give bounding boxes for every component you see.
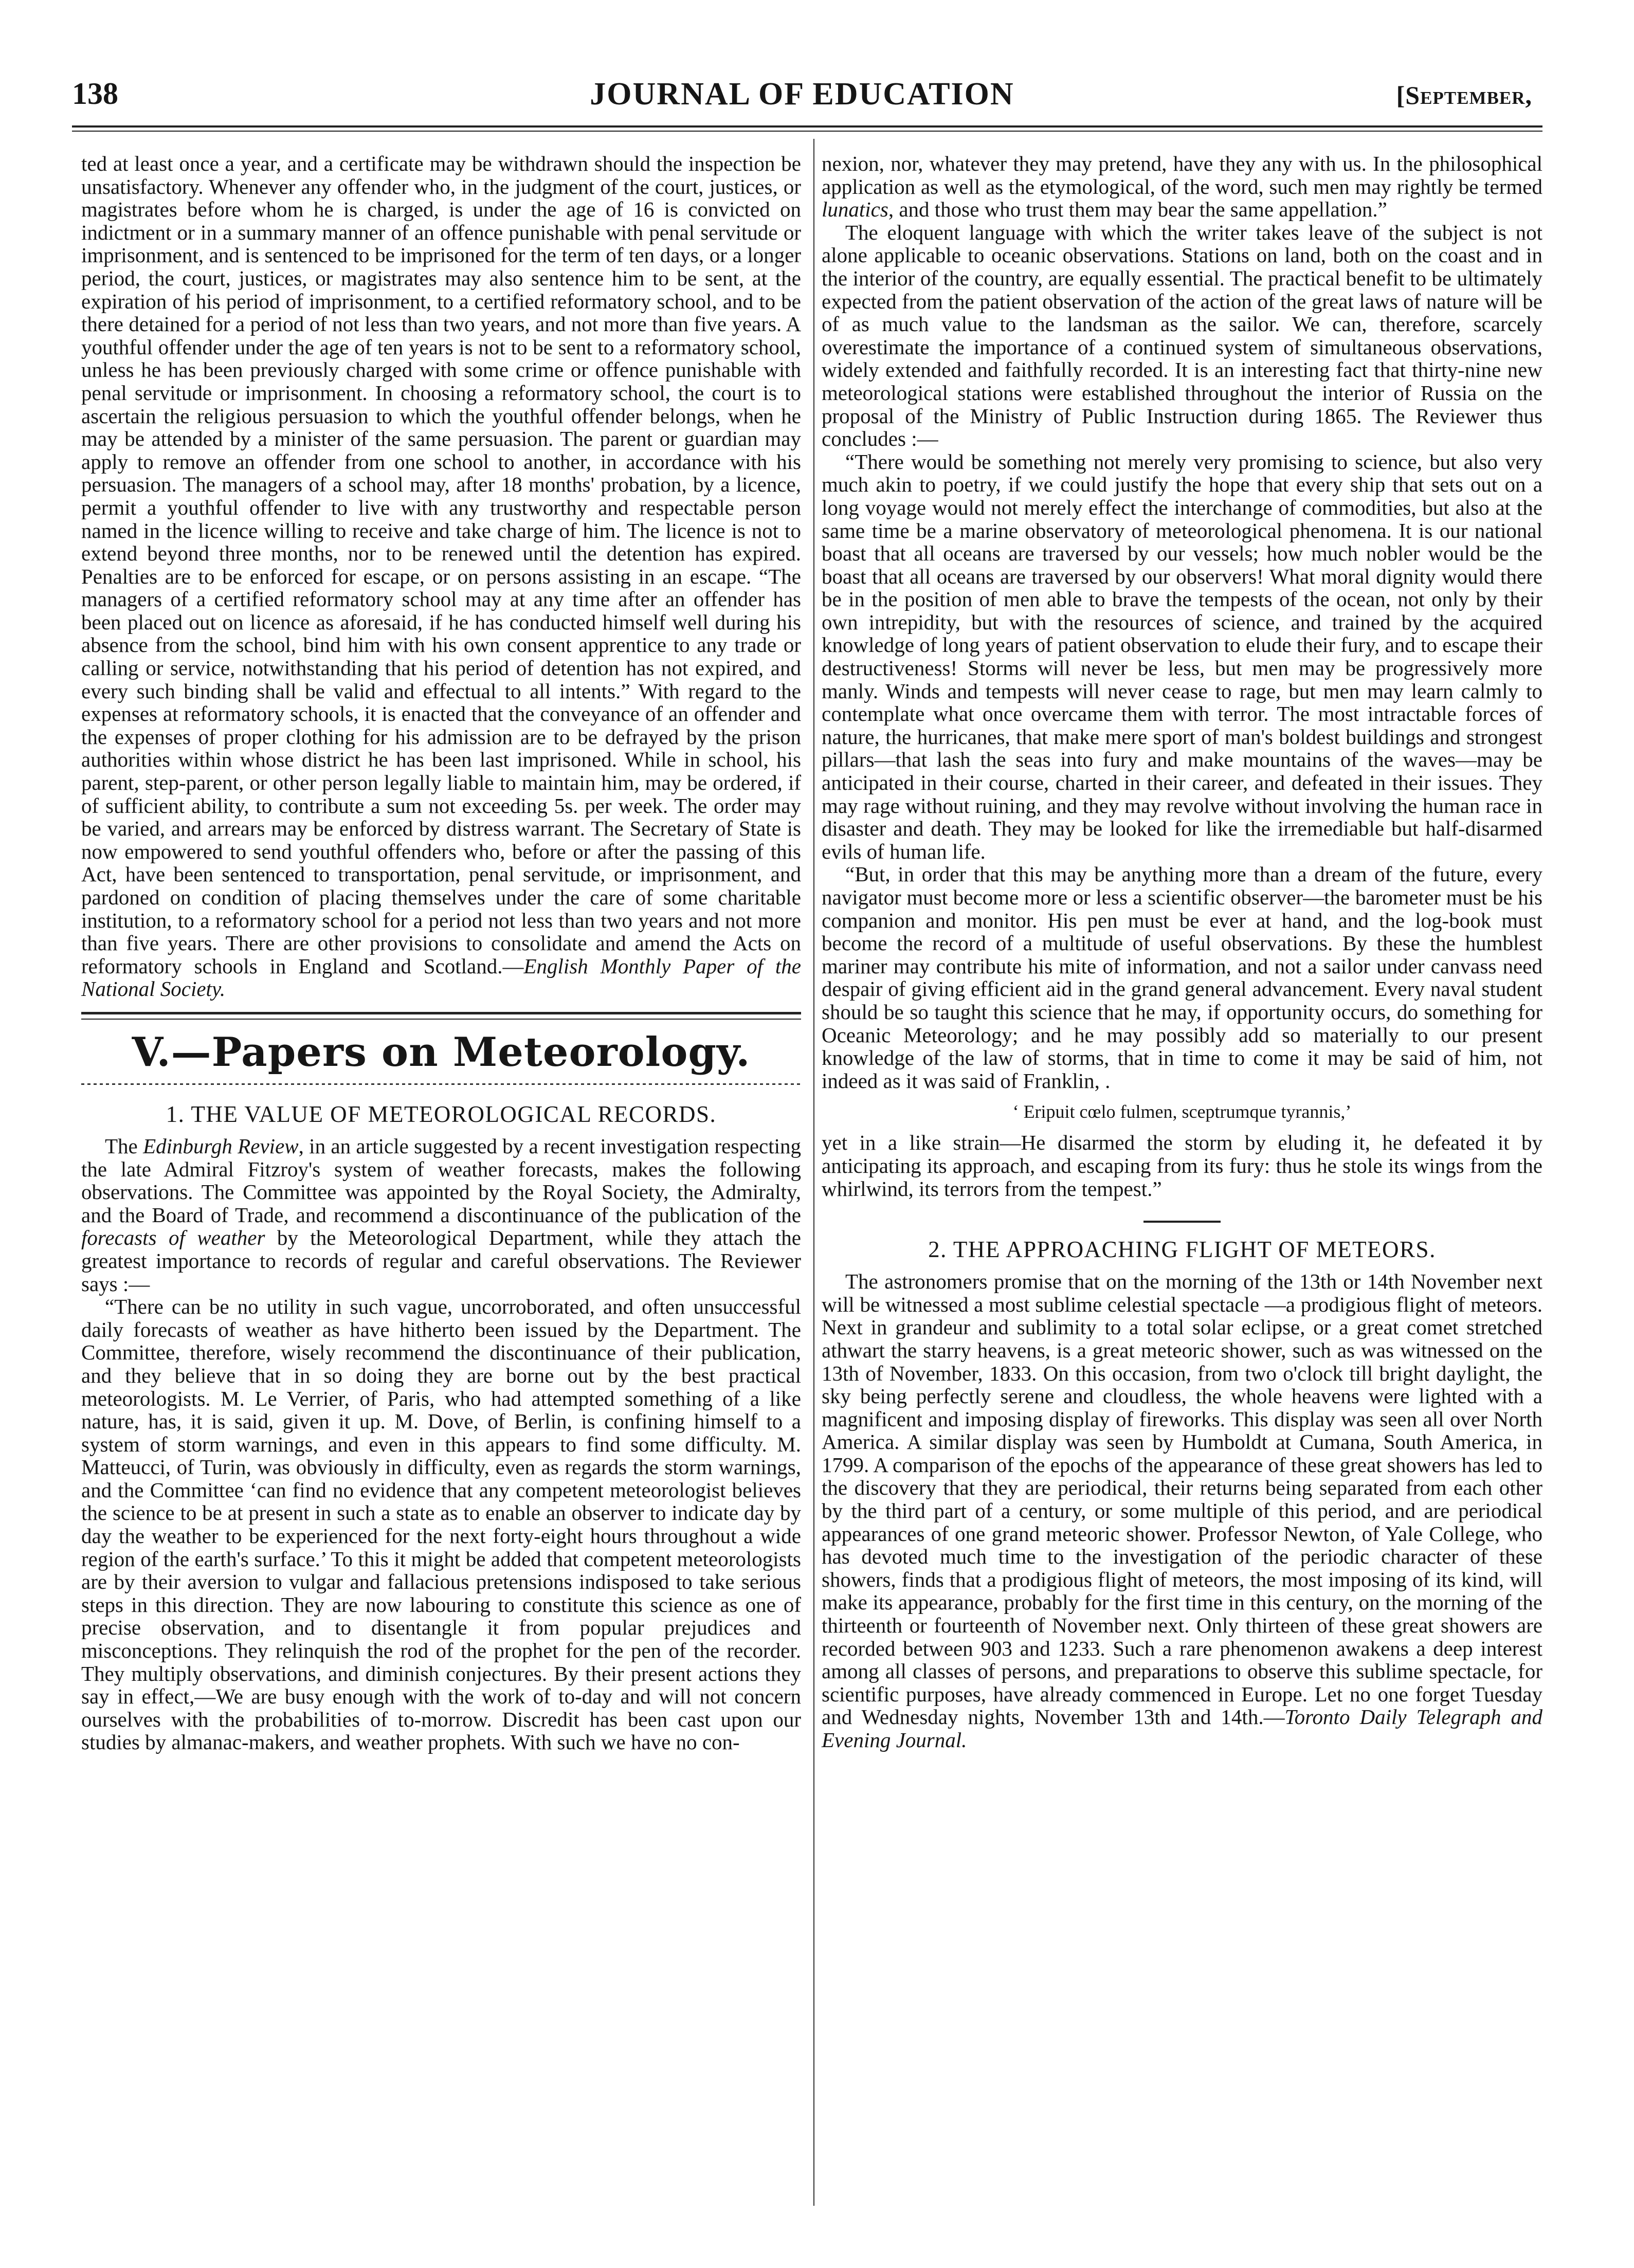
article-title-meteors: 2. THE APPROACHING FLIGHT OF METEORS. [928, 1237, 1436, 1263]
running-header [72, 76, 1532, 117]
article-separator [1143, 1221, 1221, 1223]
lunatics-word: lunatics [822, 197, 888, 222]
section-heading: V.—Papers on Meteorology. [132, 1028, 751, 1076]
reformatory-text: ted at least once a year, and a certificate may be withdrawn should the inspection be unsatisfactory. Whenever any offender who, in the judgment of the court, justices, or magistrates before whom he is charged, is under the age of 16 is convicted on indictment or in a summary manner of an offence punishable with penal servitude or imprisonment, and is sentenced to be imprisoned for the term of ten days, or a longer period, the court, justices, or magistrates may also sentence him to be sent, at the expiration of his period of imprisonment, to a certified reformatory school, and to be there detained for a period of not less than two years, and not more than five years. A youthful offender under the age of ten years is not to be sent to a reformatory school, unless he has been previously charged with some crime or offence punishable with penal servitude or imprisonment. In choosing a reformatory school, the court is to ascertain the religious persuasion to which the youthful offender belongs, when he may be attended by a minister of the same persuasion. The parent or guardian may apply to remove an offender from one school to another, in accordance with his persuasion. The managers of a school may, after 18 months' probation, by a licence, permit a youthful offender to live with any trustworthy and respectable person named in the licence willing to receive and take charge of him. The licence is not to extend beyond three months, nor to be renewed until the detention has expired. Penalties are to be enforced for escape, or on persons assisting in an escape. “The managers of a certified reformatory school may at any time after an offender has been placed out on licence as aforesaid, if he has conducted himself well during his absence from the school, bind him with his own consent apprentice to any trade or calling or service, notwithstanding that his period of detention has not expired, and every such binding shall be valid and effectual to all intents.” With regard to the expenses at reformatory schools, it is enacted that the conveyance of an offender and the expenses of proper clothing for his admission are to be defrayed by the prison authorities within whose district he has been last imprisoned. While in school, his parent, step-parent, or other person legally liable to maintain him, may be ordered, if of sufficient ability, to contribute a sum not exceeding 5s. per week. The order may be varied, and arrears may be enforced by distress warrant. The Secretary of State is now empowered to send youthful offenders who, before or after the passing of this Act, have been sentenced to transportation, penal servitude, or imprisonment, and pardoned on condition of placing themselves under the care of some charitable institution, to a reformatory school for a period not less than two years and not more than five years. There are other provisions to consolidate and amend the Acts on reformatory schools in England and Scotland.— [81, 152, 801, 978]
poetry-paragraph: “There would be something not merely very promising to science, but also very much akin to poetry, if we could justify the hope that every ship that sets out on a long voyage would not merely effect the interchange of commodities, but also at the same time be a marine observatory of meteorological phenomena. It is our national boast that all oceans are traversed by our vessels; how much nobler would be the boast that all oceans are traversed by our observers! What moral dignity would there be in the position of men able to brave the tempests of the ocean, not only by their own intrepidity, but with the resources of science, and trained by the acquired knowledge of long years of patient observation to elude their fury, and to escape their destructiveness! Storms will never be less, but men may be progressively more manly. Winds and tempests will never cease to rage, but men may learn calmly to contemplate what once overcame them with terror. The most intractable forces of nature, the hurricanes, that make mere sport of man's boldest buildings and strongest pillars—that lash the seas into fury and make mountains of the waves—may be anticipated in their course, charted in their career, and defeated in their issues. They may rage without ruining, and they may revolve without involving the human race in disaster and death. They may be looked for like the irremediable but half-disarmed evils of human life. [822, 449, 1542, 863]
text-run: nexion, nor, whatever they may pretend, have they any with us. In the philosophical application as well as the etymological, of the word, such men may rightly be termed [822, 152, 1542, 198]
text-run: , and those who trust them may bear the same appellation.” [888, 197, 1387, 222]
journal-title: JOURNAL OF EDUCATION [590, 77, 1014, 112]
forecasts-phrase: forecasts of weather [81, 1226, 265, 1250]
reformatory-paragraph [81, 152, 801, 1001]
header-rule-thin [72, 131, 1542, 132]
section-wavy-rule [81, 1080, 801, 1087]
reviewer-quote-paragraph: “There can be no utility in such vague, uncorroborated, and often unsuccessful daily forecasts of weather as have hitherto been issued by the Department. The Committee, therefore, wisely recommend the discontinuance of their publication, and they believe that in so doing they are borne out by the best practical meteorologists. M. Le Verrier, of Paris, who had attempted something of a like nature, has, it is said, given it up. M. Dove, of Berlin, is confining himself to a system of storm warnings, and even in this appears to find some difficulty. M. Matteucci, of Turin, was obviously in difficulty, even as regards the storm warnings, and the Committee ‘can find no evidence that any competent meteorologist believes the science to be at present in such a state as to enable an observer to indicate day by day the weather to be experienced for the next forty-eight hours throughout a wide region of the earth's surface.’ To this it might be added that competent meteorologists are by their aversion to vulgar and fallacious pretensions indisposed to take serious steps in this direction. They are now labouring to constitute this science as one of precise observation, and to disentangle it from popular prejudices and misconceptions. They relinquish the rod of the prophet for the pen of the recorder. They multiply observations, and diminish conjectures. By their present actions they say in effect,—We are busy enough with the work of to-day and will not concern ourselves with the probabilities of to-morrow. Discredit has been cast upon our studies by almanac-makers, and weather prophets. With such we have no con- [81, 1295, 801, 1754]
text-run: by the Meteorological Department, while they attach the greatest importance to records of regular and careful observations. The Reviewer says :— [81, 1226, 801, 1296]
latin-quotation: ‘ Eripuit cœlo fulmen, sceptrumque tyrannis,’ [1012, 1101, 1352, 1122]
left-column [81, 152, 801, 1754]
section-rule [81, 1012, 801, 1020]
meteors-paragraph [822, 1270, 1542, 1751]
text-run: The astronomers promise that on the morning of the 13th or 14th November next will be witnessed a most sublime celestial spectacle —a prodigious flight of meteors. Next in grandeur and sublimity to a total solar eclipse, or a great comet stretched athwart the starry heavens, is a great meteoric shower, such as was witnessed on the 13th of November, 1833. On this occasion, from two o'clock till bright daylight, the sky being perfectly serene and cloudless, the whole heavens were lighted with a magnificent and imposing display of fireworks. This display was seen all over North America. A similar display was seen by Humboldt at Cumana, South America, in 1799. A comparison of the epochs of the appearance of these great showers has led to the discovery that they are periodical, their returns being separated from each other by the third part of a century, or some multiple of this period, and are periodical appearances of one grand meteoric shower. Professor Newton, of Yale College, who has devoted much time to the investigation of the periodic character of these showers, finds that a prodigious flight of meteors, the most imposing of its kind, will make its appearance, probably for the first time in this century, on the morning of the thirteenth or fourteenth of November next. Only thirteen of these great showers are recorded between 903 and 1233. Such a rare phenomenon awakens a deep interest among all classes of persons, and preparations to observe this sublime spectacle, for scientific purposes, have already commenced in Europe. Let no one forget Tuesday and Wednesday nights, November 13th and 14th.— [822, 1269, 1542, 1729]
text-run: , in an article suggested by a recent investigation respecting the late Admiral Fitzroy's system of weather forecasts, makes the following observations. The Committee was appointed by the Royal Society, the Admiralty, and the Board of Trade, and recommend a discontinuance of the publication of the [81, 1134, 801, 1227]
right-column [822, 152, 1542, 1752]
eloquent-language-paragraph: The eloquent language with which the writer takes leave of the subject is not alone applicable to oceanic observations. Stations on land, both on the coast and in the interior of the country, are equally essential. The practical benefit to be ultimately expected from the patient observation of the action of the great laws of nature will be of as much value to the landsman as the sailor. We can, therefore, scarcely overestimate the importance of a continued system of simultaneous observations, widely extended and faithfully recorded. It is an interesting fact that thirty-nine new meteorological stations were established throughout the interior of Russia on the proposal of the Ministry of Public Instruction during 1865. The Reviewer thus concludes :— [822, 220, 1542, 451]
column-divider [813, 139, 814, 2206]
article-title-meteorological-records: 1. THE VALUE OF METEOROLOGICAL RECORDS. [166, 1101, 717, 1127]
edinburgh-review-title: Edinburgh Review [143, 1134, 299, 1158]
lunatics-paragraph [822, 152, 1542, 221]
franklin-paragraph: yet in a like strain—He disarmed the storm by eluding it, he defeated it by anticipating its approach, and escaping from its fury: thus he stole its wings from the whirlwind, its terrors from the tempest.” [822, 1131, 1542, 1201]
header-rule-thick [72, 125, 1542, 128]
reformatory-source: English Monthly Paper of the National Society. [81, 954, 801, 1001]
issue-month: [September, [1396, 81, 1532, 110]
edinburgh-review-paragraph [81, 1135, 801, 1295]
text-run: The [105, 1134, 143, 1158]
navigator-paragraph: “But, in order that this may be anything more than a dream of the future, every navigator must become more or less a scientific observer—the barometer must be his companion and monitor. His pen must be ever at hand, and the log-book must become the record of a multitude of useful observations. By these the humblest mariner may contribute his mite of information, and not a sailor under canvass need despair of giving efficient aid in the grand general advancement. Every naval student should be so taught this science that he may, if opportunity occurs, do something for Oceanic Meteorology; and he may possibly add so materially to our present knowledge of the law of storms, that in time to come it may be said of him, not indeed as it was said of Franklin, . [822, 862, 1542, 1093]
page-number: 138 [72, 77, 118, 111]
meteors-source: Toronto Daily Telegraph and Evening Journal. [822, 1705, 1543, 1752]
